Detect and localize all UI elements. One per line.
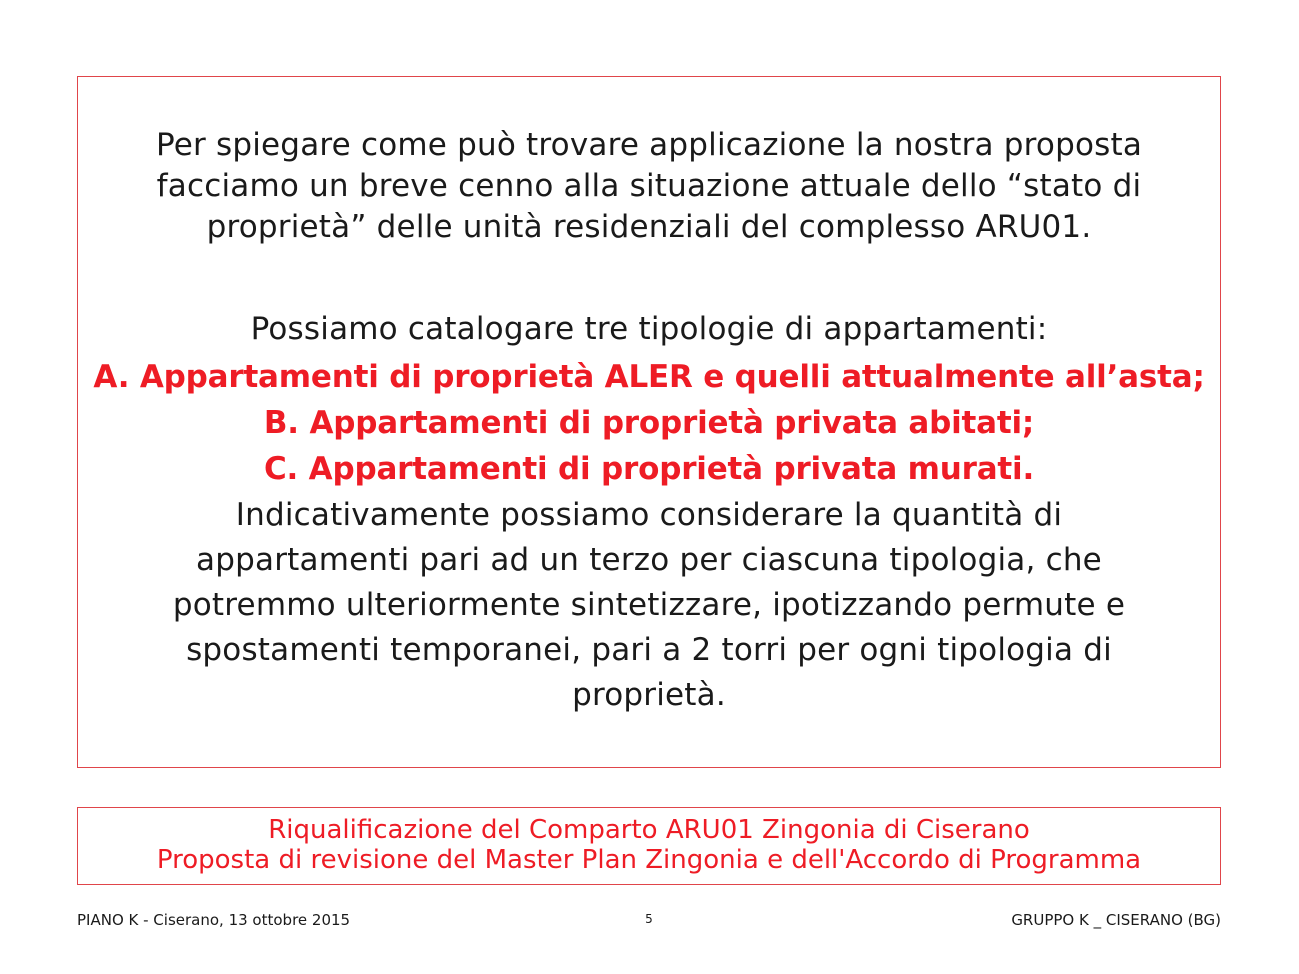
outro-line: potremmo ulteriormente sintetizzare, ipotizzando permute e bbox=[172, 587, 1126, 623]
intro-line: facciamo un breve cenno alla situazione attuale dello “stato di bbox=[156, 168, 1142, 204]
footer-event-date: PIANO K - Ciserano, 13 ottobre 2015 bbox=[77, 911, 351, 929]
intro-line: proprietà” delle unità residenziali del complesso ARU01. bbox=[206, 209, 1092, 245]
typology-list bbox=[78, 354, 1220, 492]
outro-line: spostamenti temporanei, pari a 2 torri per ogni tipologia di bbox=[186, 632, 1112, 668]
project-title: Riqualificazione del Comparto ARU01 Zingonia di Ciserano bbox=[268, 815, 1030, 845]
slide-footer bbox=[77, 911, 1221, 933]
typology-item-a: A. Appartamenti di proprietà ALER e quelli attualmente all’asta; bbox=[93, 359, 1205, 395]
outro-line: proprietà. bbox=[572, 677, 726, 713]
footer-organization: GRUPPO K _ CISERANO (BG) bbox=[1011, 911, 1221, 929]
lead-line: Possiamo catalogare tre tipologie di appartamenti: bbox=[250, 311, 1048, 347]
intro-paragraph bbox=[78, 125, 1220, 248]
typology-item-b: B. Appartamenti di proprietà privata abitati; bbox=[263, 405, 1035, 441]
intro-line: Per spiegare come può trovare applicazione la nostra proposta bbox=[155, 127, 1143, 163]
outro-paragraph bbox=[78, 493, 1220, 718]
page-number: 5 bbox=[645, 912, 653, 926]
content-frame bbox=[77, 76, 1221, 768]
project-subtitle: Proposta di revisione del Master Plan Zingonia e dell'Accordo di Programma bbox=[156, 845, 1142, 875]
lead-sentence bbox=[78, 309, 1220, 350]
typology-item-c: C. Appartamenti di proprietà privata murati. bbox=[263, 451, 1035, 487]
outro-line: appartamenti pari ad un terzo per ciascuna tipologia, che bbox=[196, 542, 1102, 578]
project-title-box bbox=[77, 807, 1221, 885]
outro-line: Indicativamente possiamo considerare la quantità di bbox=[235, 497, 1063, 533]
